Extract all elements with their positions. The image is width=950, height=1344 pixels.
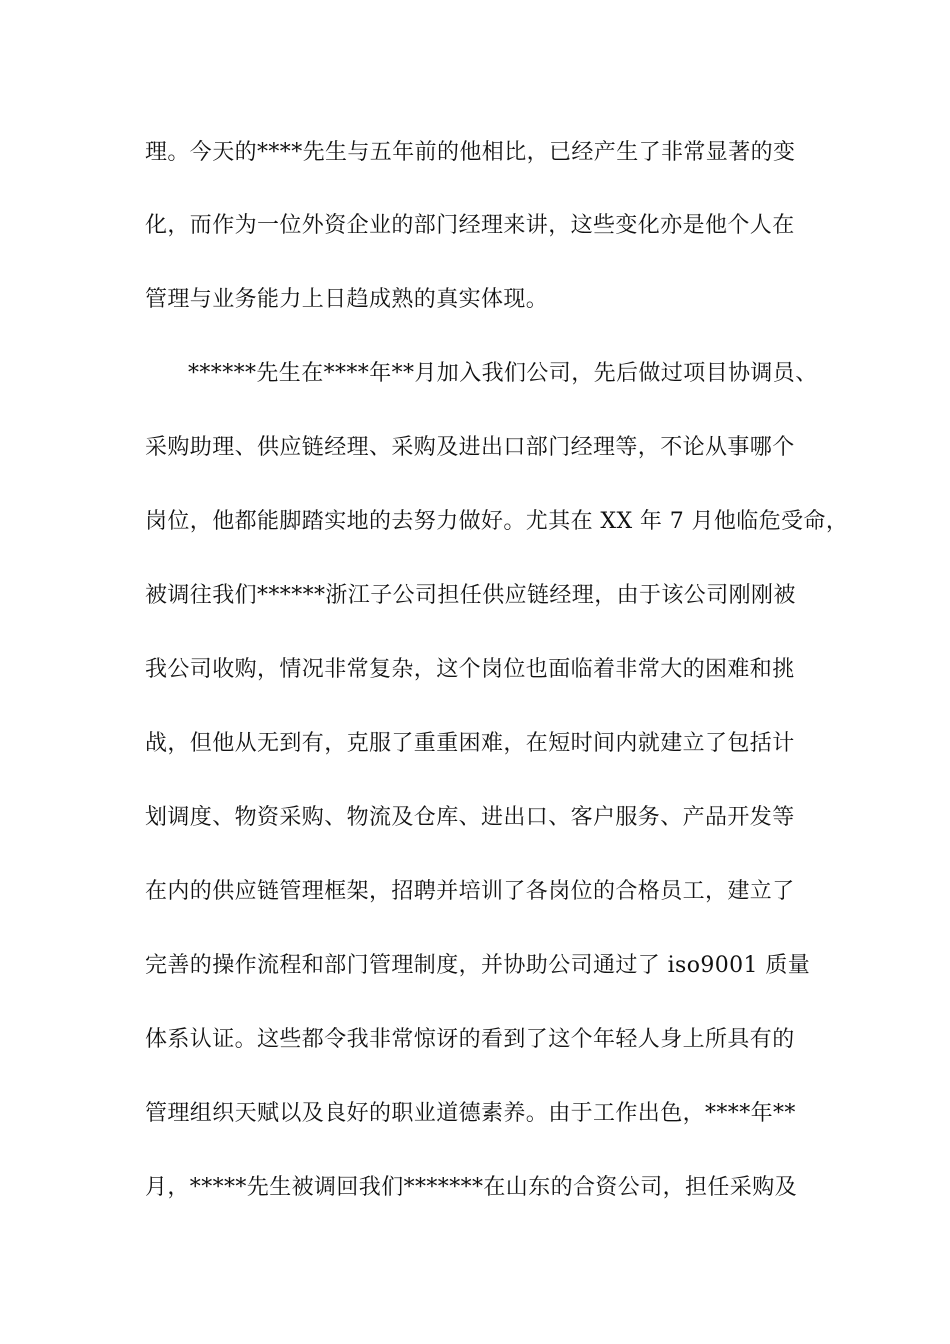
paragraph-line: 理。今天的****先生与五年前的他相比，已经产生了非常显著的变 [145, 140, 796, 165]
paragraph-line: 完善的操作流程和部门管理制度，并协助公司通过了 iso9001 质量 [145, 953, 811, 978]
paragraph-line: 岗位，他都能脚踏实地的去努力做好。尤其在 XX 年 7 月他临危受命， [145, 509, 849, 534]
paragraph-line: 我公司收购，情况非常复杂，这个岗位也面临着非常大的困难和挑 [145, 657, 795, 682]
paragraph-line: 月，*****先生被调回我们*******在山东的合资公司，担任采购及 [145, 1175, 798, 1200]
paragraph-first-line: ******先生在****年**月加入我们公司，先后做过项目协调员、 [188, 361, 818, 386]
paragraph-line: 管理组织天赋以及良好的职业道德素养。由于工作出色，****年** [145, 1101, 796, 1126]
paragraph-line: 被调往我们******浙江子公司担任供应链经理，由于该公司刚刚被 [145, 583, 796, 608]
paragraph-line: 在内的供应链管理框架，招聘并培训了各岗位的合格员工，建立了 [145, 879, 795, 904]
paragraph-line: 化，而作为一位外资企业的部门经理来讲，这些变化亦是他个人在 [145, 213, 795, 238]
paragraph-line: 体系认证。这些都令我非常惊讶的看到了这个年轻人身上所具有的 [145, 1027, 795, 1052]
paragraph-line: 划调度、物资采购、物流及仓库、进出口、客户服务、产品开发等 [145, 805, 795, 830]
paragraph-line: 管理与业务能力上日趋成熟的真实体现。 [145, 287, 549, 312]
paragraph-line: 战，但他从无到有，克服了重重困难，在短时间内就建立了包括计 [145, 731, 795, 756]
paragraph-line: 采购助理、供应链经理、采购及进出口部门经理等，不论从事哪个 [145, 435, 795, 460]
